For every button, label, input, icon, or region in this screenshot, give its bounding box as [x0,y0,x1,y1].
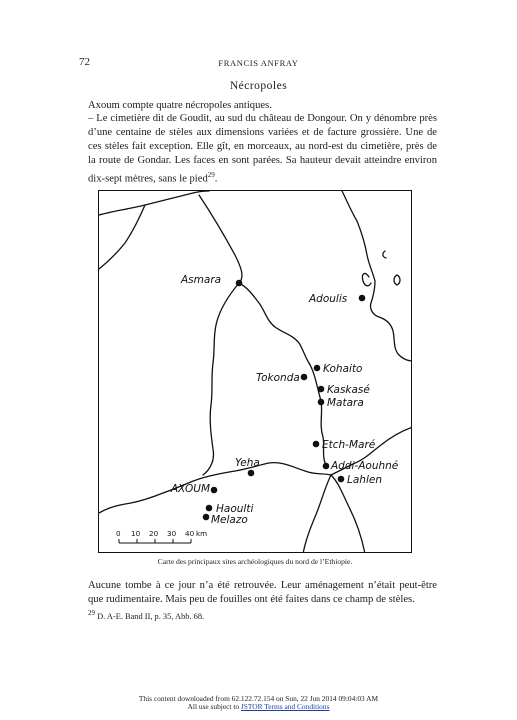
coastline [342,191,412,361]
site-marker-tokonda [301,374,308,381]
paragraph-2 [88,112,437,187]
section-title: Nécropoles [229,80,288,92]
border-north-2 [199,195,242,283]
scale-tick-30: 30 [167,529,177,538]
map-label-etch-mare: Etch-Maré [322,439,376,451]
peninsula [362,274,371,286]
site-marker-asmara [236,280,243,287]
river-escarpment [309,363,327,467]
island [383,251,386,258]
river-west [203,283,239,475]
map-label-tokonda: Tokonda [256,372,300,384]
paragraph-2-end: . [214,173,218,185]
river-east [239,283,309,363]
site-marker-yeha [248,470,255,477]
scale-tick-10: 10 [131,529,141,538]
map-label-haoulti: Haoulti [216,503,254,515]
scale-tick-0: 0 [116,529,121,538]
scale-tick-40: 40 [185,529,195,538]
site-marker-etch-mare [313,441,320,448]
scale-tick-20: 20 [149,529,159,538]
map-label-melazo: Melazo [211,514,248,526]
site-marker-addi-aouhne [323,463,330,470]
running-head: FRANCIS ANFRAY [218,58,299,68]
page-number: 72 [79,56,90,68]
terms-line [0,703,517,711]
map-label-kaskase: Kaskasé [327,384,370,396]
map-label-asmara: Asmara [181,274,222,286]
footnote-number: 29 [88,609,95,617]
map-of-northern-ethiopia [99,191,412,553]
paragraph-1: Axoum compte quatre nécropoles antiques. [88,100,272,111]
footnote [88,609,204,621]
map-label-kohaito: Kohaito [323,363,363,375]
site-marker-haoulti [206,505,213,512]
download-footer [0,695,517,711]
scale-bar [119,539,191,543]
map-label-addi-aouhne: Addi-Aouhné [331,460,399,472]
river-southwest [303,475,331,553]
site-marker-kohaito [314,365,321,372]
site-marker-melazo [203,514,210,521]
footnote-text: D. A-E. Band II, p. 35, Abb. 68. [95,611,205,621]
river-south [331,475,365,553]
map-label-axoum: AXOUM [171,483,211,495]
download-notice: This content downloaded from 62.122.72.154 on Sun, 22 Jun 2014 09:04:03 AM [138,694,379,703]
site-marker-adoulis [359,295,366,302]
map-label-yeha: Yeha [235,457,260,469]
site-marker-lahlen [338,476,345,483]
jstor-terms-link[interactable]: JSTOR Terms and Conditions [240,702,330,711]
scale-unit: km [196,529,208,538]
island [394,275,400,285]
footnote-reference[interactable]: 29 [207,171,215,179]
border-northwest [99,205,145,269]
site-marker-axoum [211,487,218,494]
site-marker-kaskase [318,386,325,393]
map-label-matara: Matara [327,397,364,409]
border-north [99,191,209,215]
map-label-adoulis: Adoulis [309,293,348,305]
map-caption: Carte des principaux sites archéologiques du nord de l’Ethiopie. [157,557,353,566]
paragraph-2-text: – Le cimetière dit de Goudit, au sud du château de Dongour. On y dénombre près d’une centaine de stèles aux dimensions variées et de facture grossière. Une de ces stèles fait exception. Elle gît, en morceaux, au nord-est du cimetière, près de la route de Gondar. Les faces en sont parées. Sa hauteur devait atteindre environ dix-sept mètres, sans le pied [88,113,437,185]
site-marker-matara [318,399,325,406]
map-label-lahlen: Lahlen [347,474,382,486]
terms-prefix: All use subject to [187,702,241,711]
map-figure [98,190,412,553]
paragraph-3: Aucune tombe à ce jour n’a été retrouvée. Leur aménagement n’était peut-être que rudimentaire. Mais peu de fouilles ont été faites dans ce champ de stèles. [88,580,437,605]
